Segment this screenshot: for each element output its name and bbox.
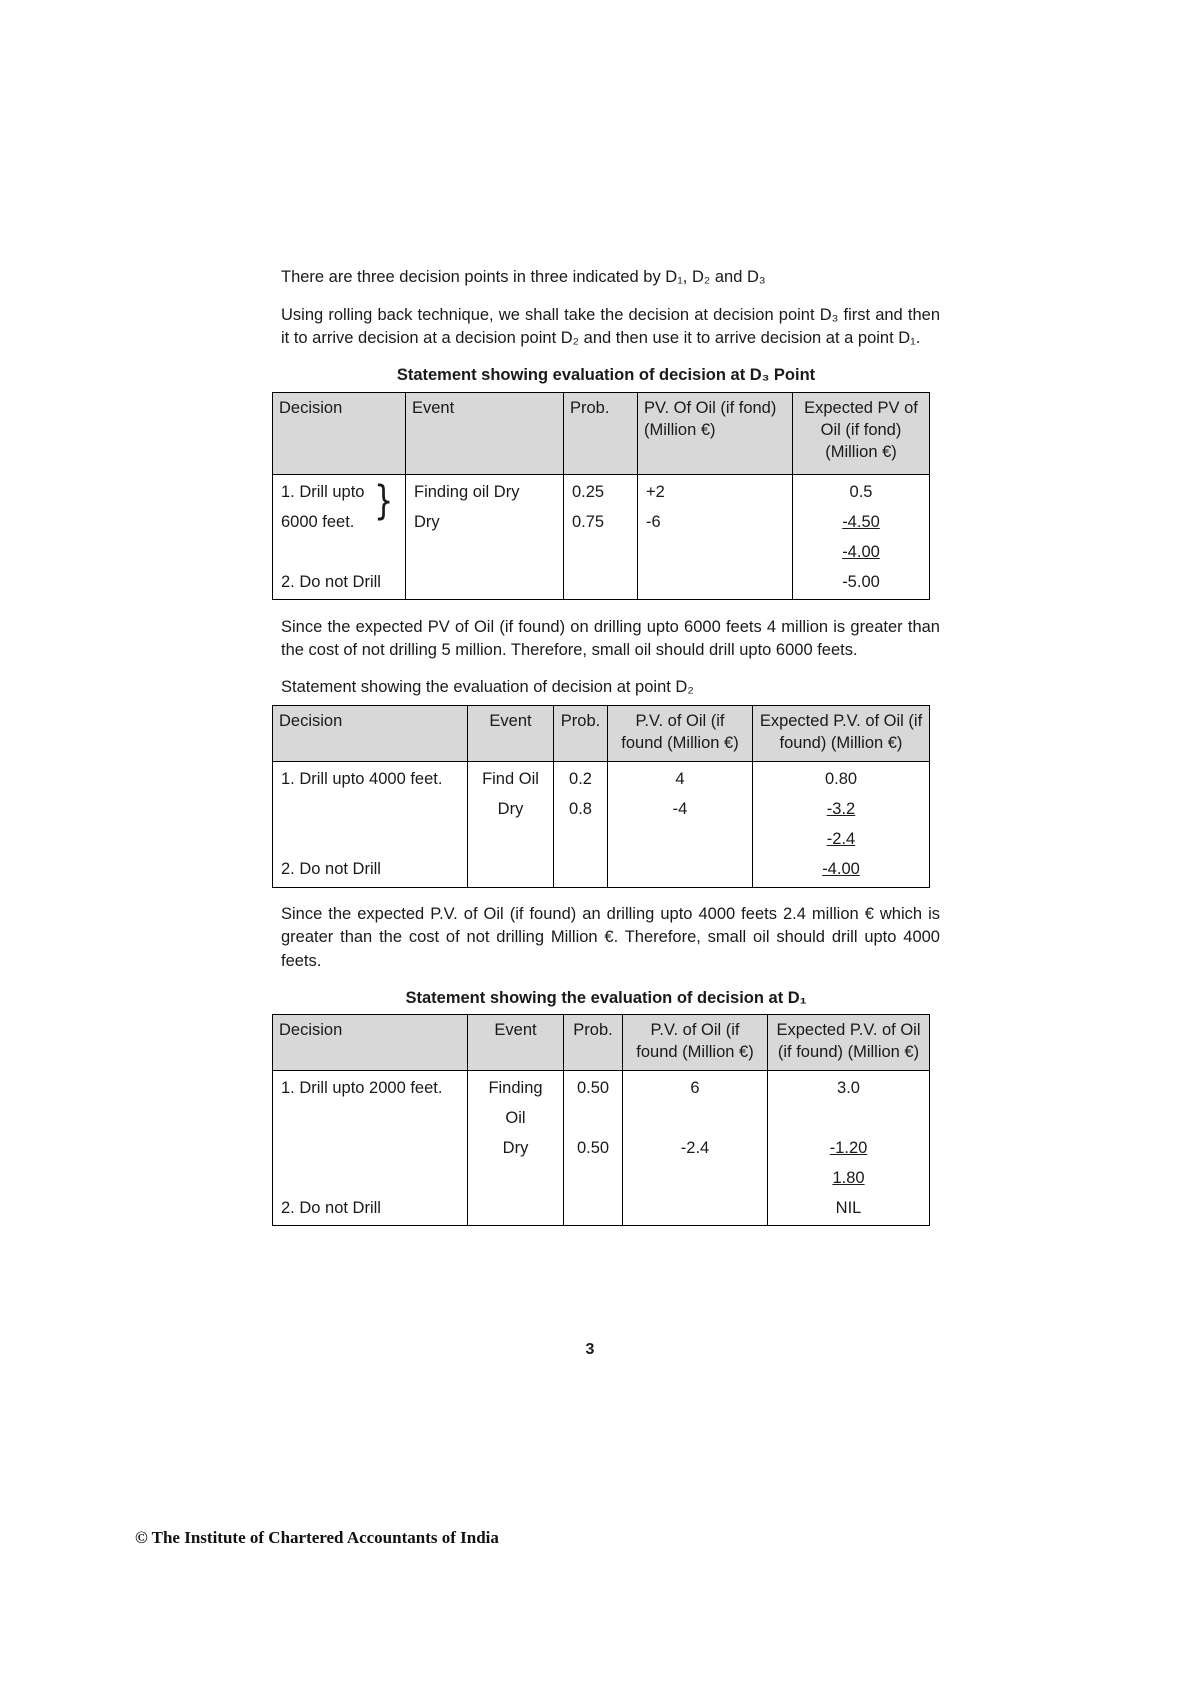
table3-body [273,1071,929,1225]
table3-event-cell [468,1071,564,1225]
table2-event1: Find Oil [482,769,539,788]
table2-prob-cell [554,762,608,887]
table3-prob2: 0.50 [576,1139,610,1157]
table2-decision1: 1. Drill upto 4000 feet. [281,769,443,788]
table1-header-epv: Expected PV of Oil (if fond) (Million €) [804,398,918,461]
table1-decision1-line2: 6000 feet. [281,512,355,531]
table3-header-epv: Expected P.V. of Oil (if found) (Million €) [776,1021,921,1061]
table3-pv1: 6 [690,1079,700,1097]
table3-header-event: Event [468,1015,564,1070]
empty-line [273,1133,467,1163]
table2-prob1: 0.2 [569,769,592,788]
table3-event2: Dry [502,1139,529,1157]
table1-pv-cell [638,475,793,599]
empty-line [273,824,467,854]
table2-header-epv: Expected P.V. of Oil (if found) (Million €) [759,711,923,752]
table1-note: Since the expected PV of Oil (if found) on drilling upto 6000 feets 4 million is greater than the cost of not drilling 5 million. Therefore, small oil should drill upto 6000 feets. [281,617,940,659]
table3-epv2: -1.20 [829,1139,868,1157]
empty-line [273,794,467,824]
table1-heading: Statement showing evaluation of decision at D₃ Point [396,365,816,384]
table2-header-event: Event [468,706,554,761]
table2-decision2: 2. Do not Drill [281,859,381,878]
table2-body [273,762,929,887]
table2-pv2: -4 [672,799,688,818]
table3-heading: Statement showing the evaluation of decision at D₁ [405,989,807,1007]
table1-decision2: 2. Do not Drill [281,572,381,591]
table2-epv3: -2.4 [826,829,856,848]
table3-epv-cell [768,1071,929,1225]
table3-epv1: 3.0 [837,1079,860,1097]
table1-event-cell [406,475,564,599]
table2-heading: Statement showing the evaluation of decision at point D₂ [281,677,694,696]
table2-epv2: -3.2 [826,799,856,818]
table3-prob1: 0.50 [576,1079,610,1097]
table1-header-decision: Decision [273,393,406,474]
table2-pv-cell [608,762,753,887]
table3-event1-line1: Finding [488,1079,543,1097]
table3-epv4: NIL [835,1199,862,1217]
table2-header-decision: Decision [273,706,468,761]
table1-decision1-line1: 1. Drill upto [281,482,365,501]
empty-line [273,1103,467,1133]
empty-line [273,1163,467,1193]
table3-header-row [273,1015,929,1071]
table1-prob-cell [564,475,638,599]
empty-line [768,1103,929,1133]
table2-decision-cell [273,762,468,887]
brace-decoration: } [374,477,394,524]
table1-header-row [273,393,929,475]
table3-pv2: -2.4 [680,1139,710,1157]
copyright-footer: © The Institute of Chartered Accountants of India [135,1528,499,1547]
table2-pv1: 4 [675,769,685,788]
intro-paragraph: There are three decision points in three indicated by D₁, D₂ and D₃ [281,268,766,286]
table1-epv3: -4.00 [842,542,880,561]
table1-epv2: -4.50 [842,512,880,531]
table1-epv1: 0.5 [849,482,873,501]
table3-event1-line2: Oil [505,1109,526,1127]
table3-pv-cell [623,1071,768,1225]
table1-prob2: 0.75 [572,512,605,531]
table2-header-prob: Prob. [554,706,608,761]
rolling-back-paragraph: Using rolling back technique, we shall take the decision at decision point D₃ first and then it to arrive decision at a decision point D₂ and then use it to arrive decision at a point D₁. [281,305,940,347]
table3-decision1: 1. Drill upto 2000 feet. [281,1079,443,1097]
table3-decision2: 2. Do not Drill [281,1199,381,1217]
table1-epv4: -5.00 [842,572,880,591]
table1-header-event: Event [406,393,564,474]
table2-header-row [273,706,929,762]
table1-header-prob: Prob. [564,393,638,474]
table2-epv-cell [753,762,929,887]
table3-header-prob: Prob. [564,1015,623,1070]
table2-prob2: 0.8 [569,799,592,818]
table1-pv1: +2 [646,482,665,501]
decision-table-d1 [272,1014,930,1226]
table1-event2: Dry [414,512,440,531]
page-number: 3 [585,1341,595,1358]
table1-epv-cell [793,475,929,599]
table1-prob1: 0.25 [572,482,605,501]
table3-decision-cell [273,1071,468,1225]
table3-prob-cell [564,1071,623,1225]
decision-table-d3 [272,392,930,600]
table3-header-decision: Decision [273,1015,468,1070]
table2-epv1: 0.80 [824,769,858,788]
table3-header-pv: P.V. of Oil (if found (Million €) [623,1015,768,1070]
table1-body [273,475,929,599]
table1-decision-cell [273,475,406,599]
table1-pv2: -6 [646,512,661,531]
empty-line [564,1103,622,1133]
table2-event-cell [468,762,554,887]
table3-epv3: 1.80 [832,1169,865,1187]
empty-line [623,1103,767,1133]
table2-epv4: -4.00 [822,859,860,878]
decision-table-d2 [272,705,930,888]
table2-event2: Dry [497,799,524,818]
empty-line [273,537,405,567]
content-area [272,266,940,1226]
table1-event1: Finding oil Dry [414,482,520,501]
table2-note: Since the expected P.V. of Oil (if found) an drilling upto 4000 feets 2.4 million € which is greater than the cost of not drilling Million €. Therefore, small oil should drill upto 4000 feets. [281,904,940,970]
table2-header-pv: P.V. of Oil (if found (Million €) [608,706,753,761]
table1-header-pv: PV. Of Oil (if fond) (Million €) [638,393,793,474]
